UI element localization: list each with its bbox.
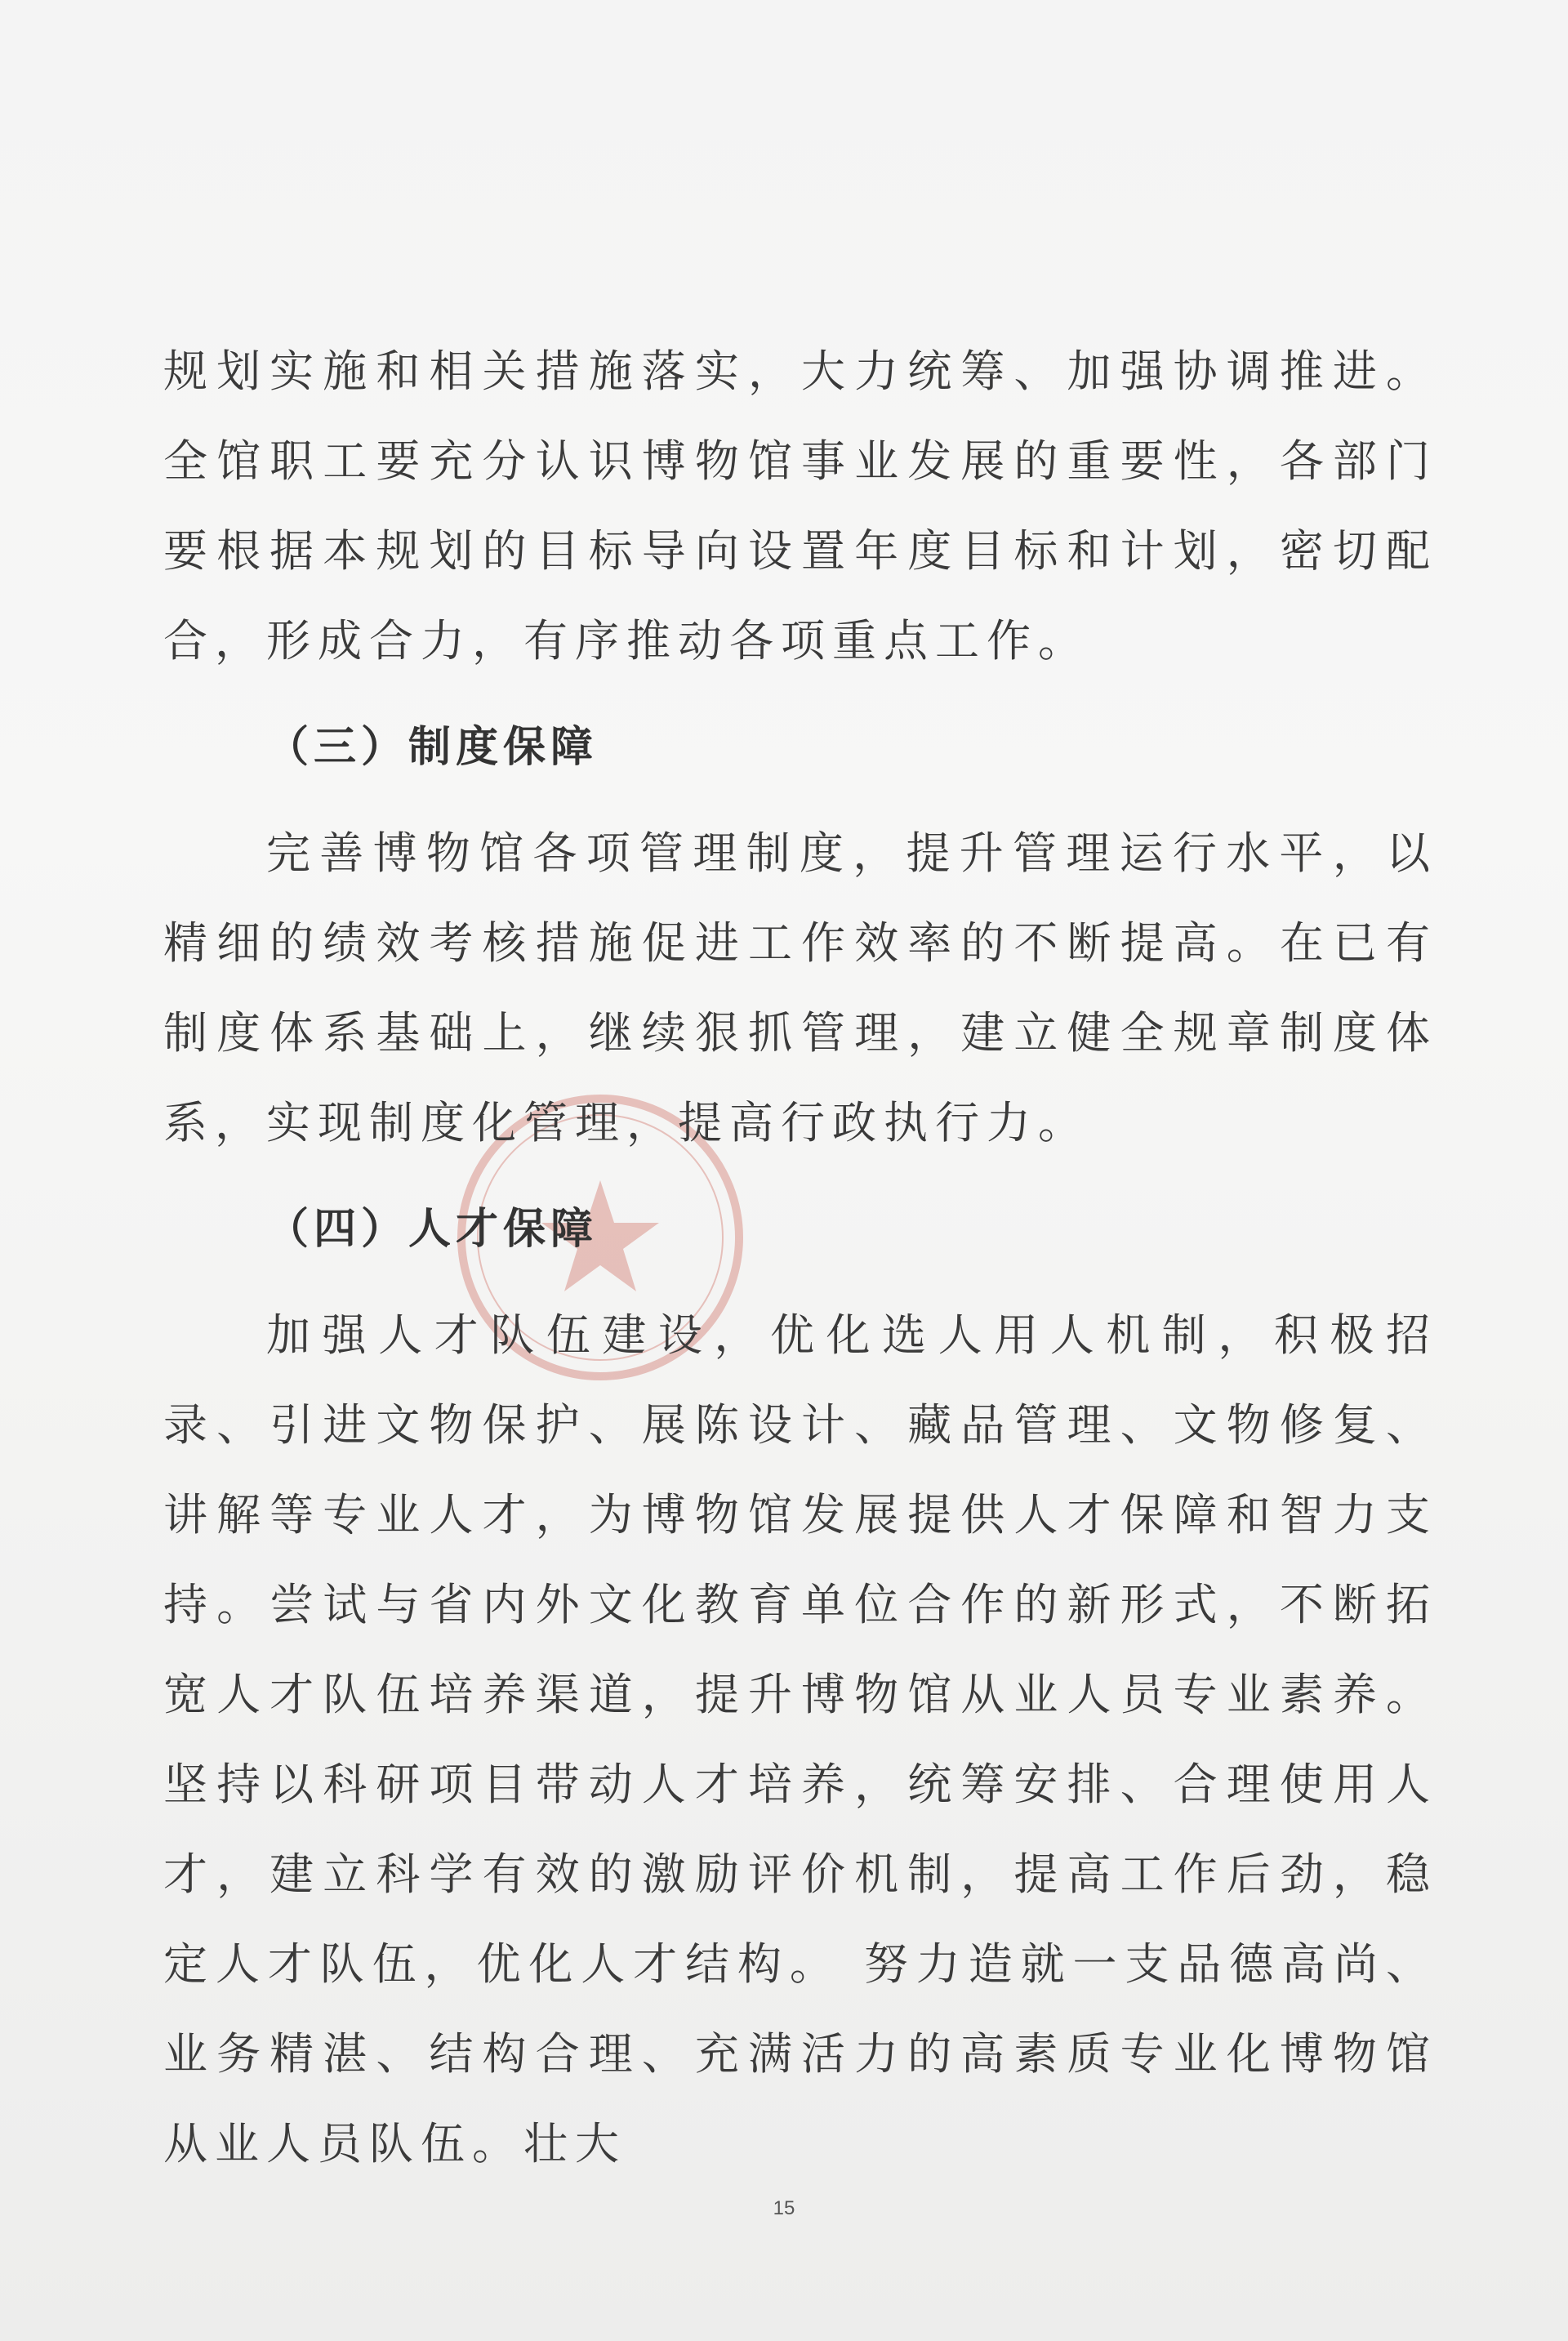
- section-heading-talent-guarantee: （四）人才保障: [266, 1204, 599, 1254]
- paragraph-implementation: 规划实施和相关措施落实，大力统筹、加强协调推进。全馆职工要充分认识博物馆事业发展的重要性，各部门要根据本规划的目标导向设置年度目标和计划，密切配合，形成合力，有序推动各项重点工作。: [163, 346, 1437, 667]
- paragraph-system-guarantee: 完善博物馆各项管理制度，提升管理运行水平，以精细的绩效考核措施促进工作效率的不断提高。在已有制度体系基础上，继续狠抓管理，建立健全规章制度体系，实现制度化管理，提高行政执行力。: [163, 827, 1437, 1148]
- section-heading-system-guarantee: （三）制度保障: [266, 722, 599, 772]
- paragraph-talent-guarantee: 加强人才队伍建设，优化选人用人机制，积极招录、引进文物保护、展陈设计、藏品管理、文物修复、讲解等专业人才，为博物馆发展提供人才保障和智力支持。尝试与省内外文化教育单位合作的新形式，不断拓宽人才队伍培养渠道，提升博物馆从业人员专业素养。坚持以科研项目带动人才培养，统筹安排、合理使用人才，建立科学有效的激励评价机制，提高工作后劲，稳定人才队伍，优化人才结构。 努力造就一支品德高尚、业务精湛、结构合理、充满活力的高素质专业化博物馆从业人员队伍。壮大: [163, 1309, 1437, 2169]
- document-body: [163, 327, 1437, 2189]
- page-number: 15: [773, 2197, 795, 2219]
